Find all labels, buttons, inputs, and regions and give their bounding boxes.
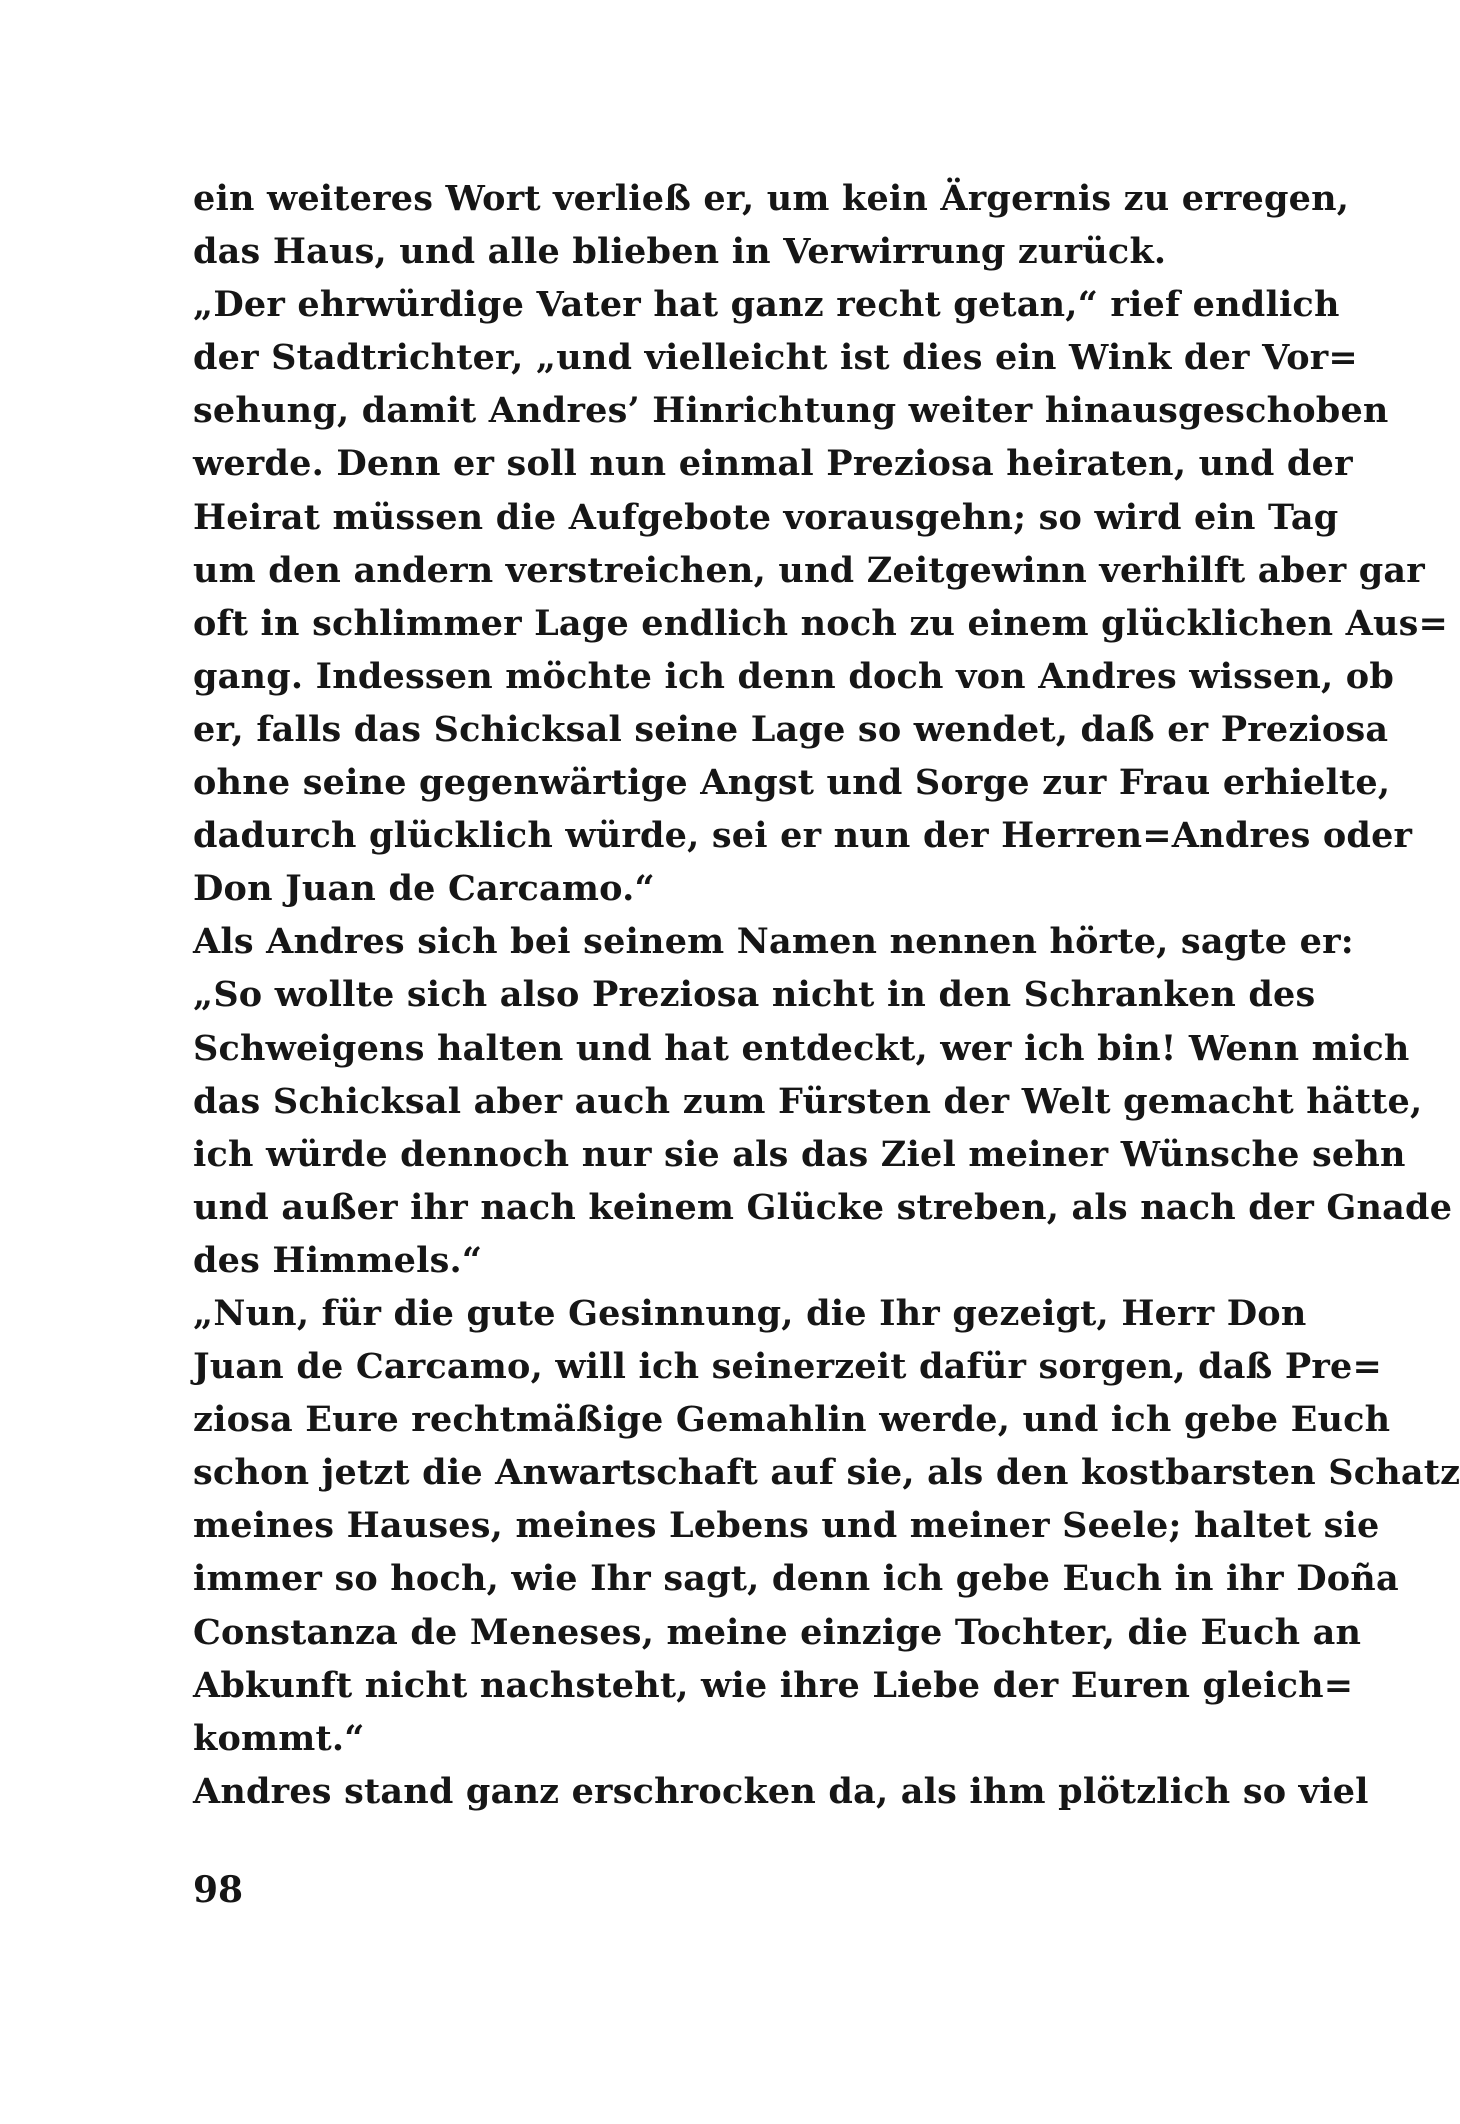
text-line: sehung, damit Andres’ Hinrichtung weiter hinausgeschoben: [193, 390, 1389, 432]
text-line: dadurch glücklich würde, sei er nun der Herren=Andres oder: [193, 815, 1413, 857]
text-line: des Himmels.“: [193, 1239, 483, 1281]
text-line: Schweigens halten und hat entdeckt, wer ich bin! Wenn mich: [193, 1027, 1410, 1069]
text-line: ein weiteres Wort verließ er, um kein Ärgernis zu erregen,: [193, 178, 1350, 219]
text-line: der Stadtrichter, „und vielleicht ist dies ein Wink der Vor=: [193, 337, 1358, 379]
text-line: werde. Denn er soll nun einmal Preziosa heiraten, und der: [193, 443, 1353, 485]
text-line: und außer ihr nach keinem Glücke streben, als nach der Gnade: [193, 1186, 1453, 1228]
text-line: oft in schlimmer Lage endlich noch zu einem glücklichen Aus=: [193, 602, 1449, 644]
text-line: er, falls das Schicksal seine Lage so wendet, daß er Preziosa: [193, 708, 1389, 750]
text-line: Abkunft nicht nachsteht, wie ihre Liebe der Euren gleich=: [193, 1664, 1354, 1706]
text-line: ziosa Eure rechtmäßige Gemahlin werde, und ich gebe Euch: [193, 1399, 1391, 1441]
text-line: das Haus, und alle blieben in Verwirrung zurück.: [193, 231, 1167, 273]
text-line: Don Juan de Carcamo.“: [193, 868, 655, 910]
text-line: Andres stand ganz erschrocken da, als ihm plötzlich so viel: [193, 1770, 1369, 1812]
text-line: immer so hoch, wie Ihr sagt, denn ich gebe Euch in ihr Doña: [193, 1558, 1399, 1600]
text-line: schon jetzt die Anwartschaft auf sie, als den kostbarsten Schatz: [193, 1452, 1460, 1494]
text-line: meines Hauses, meines Lebens und meiner Seele; haltet sie: [193, 1505, 1380, 1547]
body-text: [193, 172, 1460, 1818]
text-line: ohne seine gegenwärtige Angst und Sorge zur Frau erhielte,: [193, 762, 1391, 804]
text-line: Juan de Carcamo, will ich seinerzeit dafür sorgen, daß Pre=: [193, 1346, 1383, 1388]
text-line: kommt.“: [193, 1717, 365, 1759]
text-line: das Schicksal aber auch zum Fürsten der Welt gemacht hätte,: [193, 1080, 1423, 1122]
text-line: „Der ehrwürdige Vater hat ganz recht getan,“ rief endlich: [193, 284, 1340, 326]
text-line: „Nun, für die gute Gesinnung, die Ihr gezeigt, Herr Don: [193, 1292, 1307, 1334]
text-line: gang. Indessen möchte ich denn doch von Andres wissen, ob: [193, 655, 1395, 697]
text-line: „So wollte sich also Preziosa nicht in den Schranken des: [193, 974, 1316, 1016]
page-number: 98: [193, 1869, 244, 1911]
text-line: ich würde dennoch nur sie als das Ziel meiner Wünsche sehn: [193, 1133, 1406, 1175]
text-line: Als Andres sich bei seinem Namen nennen hörte, sagte er:: [193, 921, 1354, 963]
text-line: Constanza de Meneses, meine einzige Tochter, die Euch an: [193, 1611, 1362, 1653]
text-line: um den andern verstreichen, und Zeitgewinn verhilft aber gar: [193, 549, 1425, 591]
text-line: Heirat müssen die Aufgebote vorausgehn; so wird ein Tag: [193, 496, 1339, 538]
